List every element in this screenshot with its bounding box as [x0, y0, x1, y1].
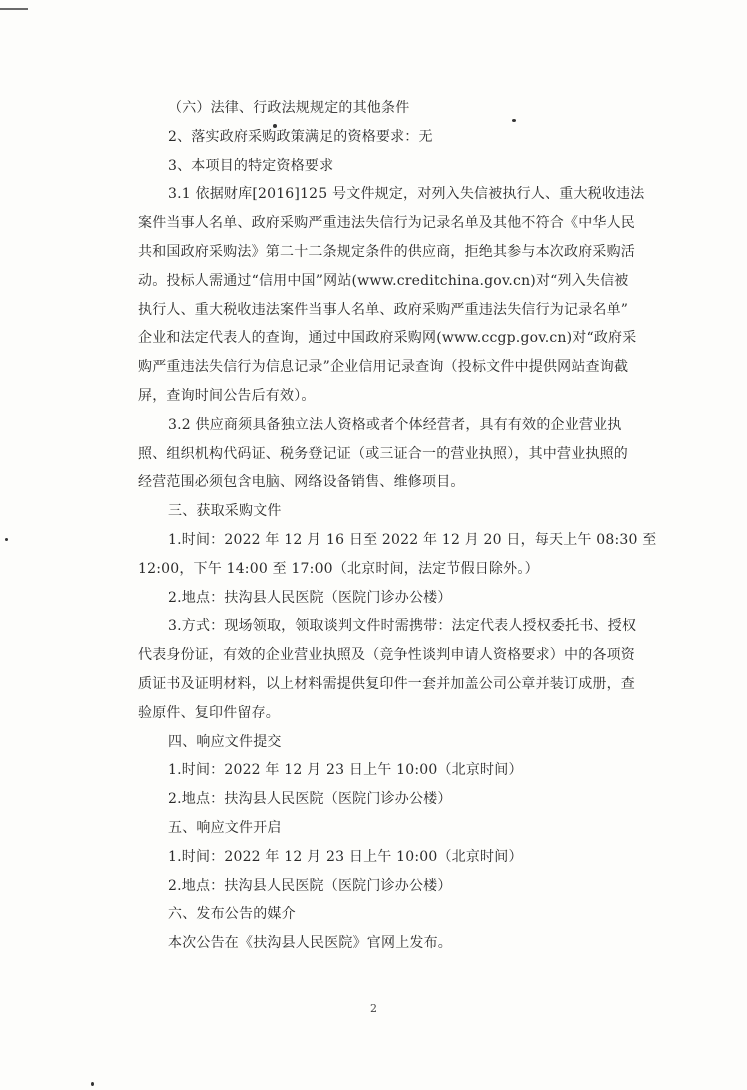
paragraph	[138, 929, 658, 958]
paragraph-line: 质证书及证明材料，以上材料需提供复印件一套并加盖公司公章并装订成册，查	[138, 675, 635, 692]
paragraph	[138, 785, 658, 814]
paragraph	[138, 814, 658, 843]
paragraph-line: 12:00，下午 14:00 至 17:00（北京时间，法定节假日除外。）	[138, 560, 539, 577]
paragraph-line: 六、发布公告的媒介	[168, 906, 296, 923]
paragraph	[138, 94, 658, 123]
scan-speck	[91, 1082, 94, 1086]
paragraph	[138, 900, 658, 929]
paragraph-line: 验原件、复印件留存。	[138, 704, 280, 721]
paragraph-line: 经营范围必须包含电脑、网络设备销售、维修项目。	[138, 474, 465, 491]
paragraph-line: 3.1 依据财库[2016]125 号文件规定，对列入失信被执行人、重大税收违法	[168, 186, 645, 203]
paragraph-line: 2.地点：扶沟县人民医院（医院门诊办公楼）	[168, 877, 452, 894]
paragraph	[138, 843, 658, 872]
paragraph-line: 3.2 供应商须具备独立法人资格或者个体经营者，具有有效的企业营业执	[168, 416, 622, 433]
paragraph-line: （六）法律、行政法规规定的其他条件	[168, 100, 410, 116]
paragraph-line: 3、本项目的特定资格要求	[168, 157, 334, 174]
paragraph-line: 四、响应文件提交	[168, 733, 282, 750]
paragraph	[138, 180, 658, 410]
paragraph-line: 执行人、重大税收违法案件当事人名单、政府采购严重违法失信行为记录名单”	[138, 301, 629, 318]
paragraph-line: 屏，查询时间公告后有效）。	[138, 387, 316, 404]
paragraph-line: 1.时间：2022 年 12 月 23 日上午 10:00（北京时间）	[168, 762, 523, 779]
paragraph-line: 购严重违法失信行为信息记录”企业信用记录查询（投标文件中提供网站查询截	[138, 359, 629, 376]
paragraph	[138, 584, 658, 613]
paragraph-line: 动。投标人需通过“信用中国”网站(www.creditchina.gov.cn)对“列入失信被	[138, 272, 629, 289]
paragraph-line: 2.地点：扶沟县人民医院（医院门诊办公楼）	[168, 589, 452, 606]
paragraph-line: 2、落实政府采购政策满足的资格要求：无	[168, 128, 433, 145]
document-body	[138, 94, 658, 958]
paragraph	[138, 123, 658, 152]
paragraph-line: 共和国政府采购法》第二十二条规定条件的供应商，拒绝其参与本次政府采购活	[138, 243, 635, 260]
paragraph	[138, 411, 658, 497]
page-number: 2	[370, 1002, 377, 1015]
paragraph-line: 3.方式：现场领取，领取谈判文件时需携带：法定代表人授权委托书、授权	[168, 618, 637, 635]
paragraph	[138, 612, 658, 727]
scan-corner-mark	[0, 8, 28, 10]
paragraph	[138, 756, 658, 785]
paragraph-line: 案件当事人名单、政府采购严重违法失信行为记录名单及其他不符合《中华人民	[138, 215, 635, 232]
paragraph-line: 照、组织机构代码证、税务登记证（或三证合一的营业执照），其中营业执照的	[138, 445, 628, 462]
scan-speck	[5, 538, 8, 541]
paragraph-line: 企业和法定代表人的查询，通过中国政府采购网(www.ccgp.gov.cn)对“政府采	[138, 330, 637, 347]
paragraph	[138, 152, 658, 181]
paragraph-line: 五、响应文件开启	[168, 819, 282, 836]
paragraph	[138, 872, 658, 901]
paragraph	[138, 497, 658, 526]
paragraph-line: 1.时间：2022 年 12 月 23 日上午 10:00（北京时间）	[168, 848, 523, 865]
paragraph-line: 本次公告在《扶沟县人民医院》官网上发布。	[168, 935, 452, 952]
paragraph-line: 2.地点：扶沟县人民医院（医院门诊办公楼）	[168, 791, 452, 808]
paragraph-line: 1.时间：2022 年 12 月 16 日至 2022 年 12 月 20 日，每天上午 08:30 至	[168, 531, 657, 548]
paragraph	[138, 526, 658, 584]
paragraph	[138, 728, 658, 757]
paragraph-line: 代表身份证，有效的企业营业执照及（竞争性谈判申请人资格要求）中的各项资	[138, 647, 635, 664]
paragraph-line: 三、获取采购文件	[168, 503, 282, 520]
